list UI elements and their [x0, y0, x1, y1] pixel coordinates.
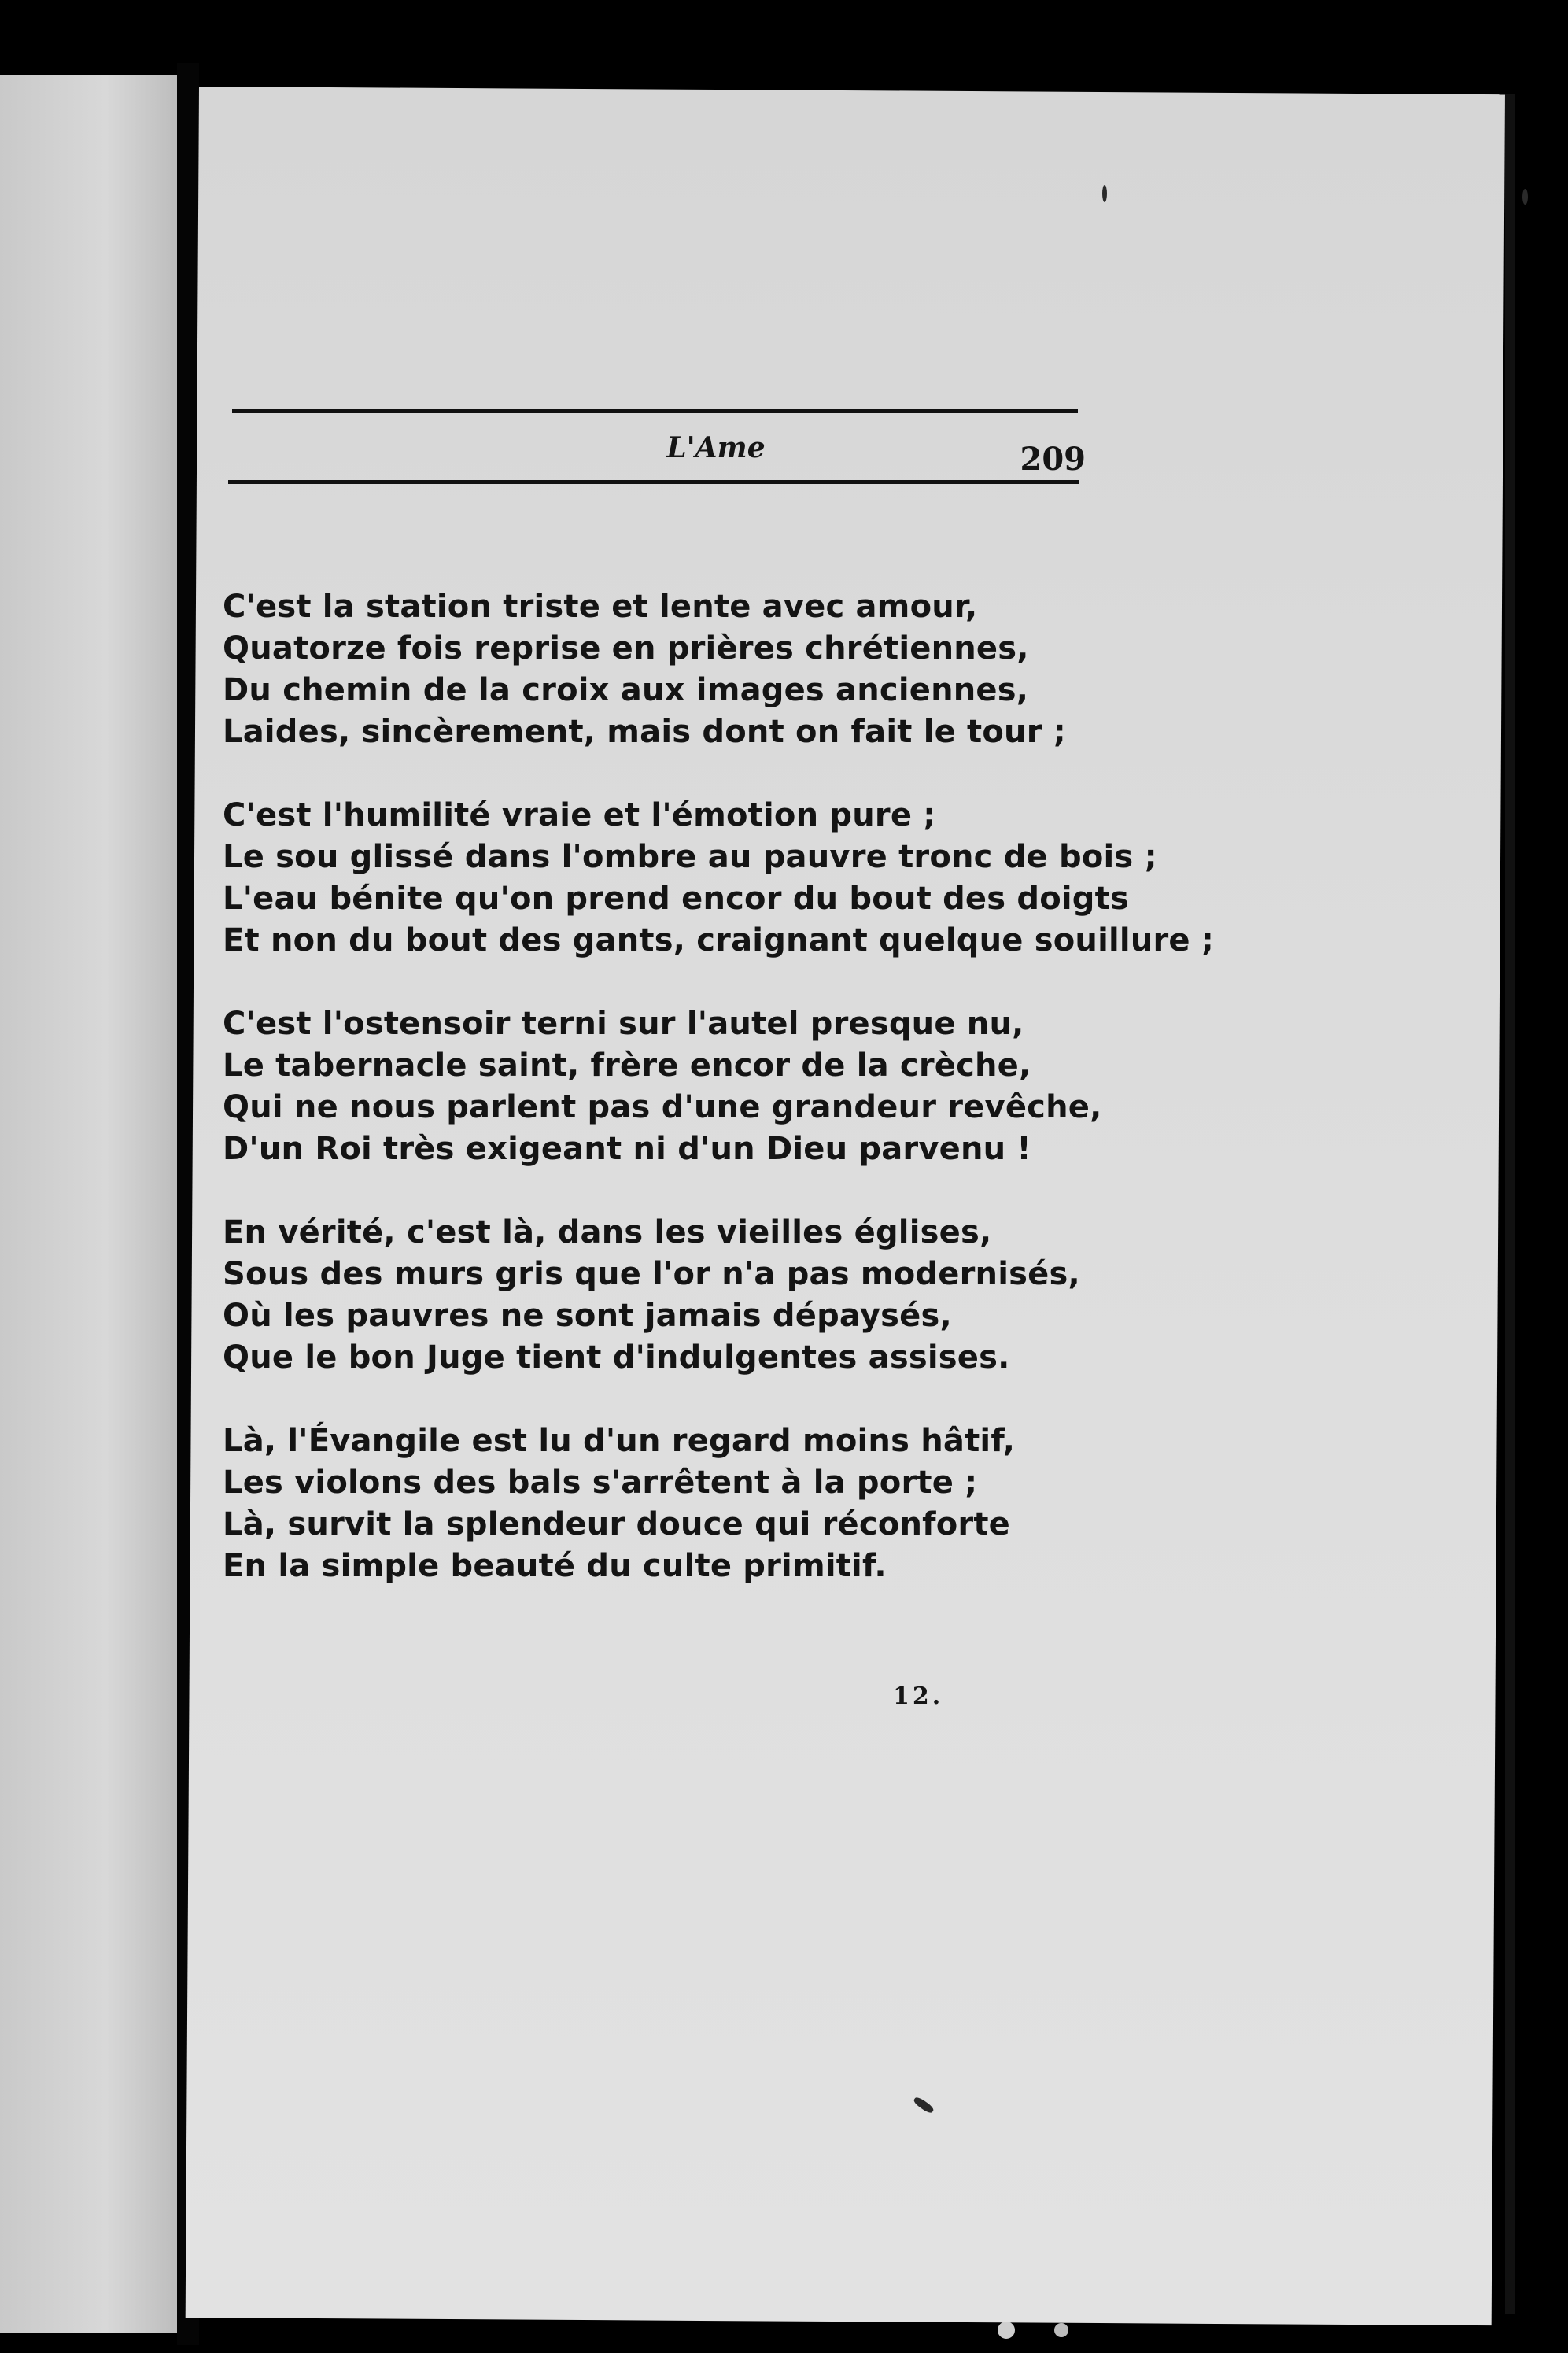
verse-line: Laides, sincèrement, mais dont on fait le tour ;	[223, 714, 1066, 750]
running-title: L'Ame	[666, 431, 766, 464]
stanza	[223, 1420, 1245, 1587]
dust-speck	[1102, 185, 1107, 202]
verse-line: Les violons des bals s'arrêtent à la porte ;	[223, 1465, 978, 1501]
verse-line: C'est la station triste et lente avec amour,	[223, 589, 978, 625]
verse-line: En la simple beauté du culte primitif.	[223, 1548, 887, 1584]
verse-line: Le tabernacle saint, frère encor de la crèche,	[223, 1047, 1031, 1084]
signature-mark: 12.	[893, 1683, 944, 1710]
dust-speck	[998, 2322, 1015, 2339]
stanza	[223, 1212, 1245, 1379]
verse-line: Que le bon Juge tient d'indulgentes assises.	[223, 1339, 1010, 1376]
dust-speck	[1522, 189, 1528, 205]
verse-line: C'est l'ostensoir terni sur l'autel presque nu,	[223, 1006, 1024, 1042]
verse-line: Où les pauvres ne sont jamais dépaysés,	[223, 1298, 952, 1334]
header-rule-bottom	[228, 480, 1079, 484]
verse-line: Là, l'Évangile est lu d'un regard moins hâtif,	[223, 1423, 1016, 1459]
verse-line: D'un Roi très exigeant ni d'un Dieu parvenu !	[223, 1131, 1031, 1167]
stanza	[223, 1003, 1245, 1170]
dust-speck	[1054, 2323, 1068, 2337]
header-rule-top	[232, 409, 1078, 413]
page-right-edge	[1505, 94, 1515, 2314]
verse-line: En vérité, c'est là, dans les vieilles églises,	[223, 1214, 992, 1250]
verse-line: Et non du bout des gants, craignant quelque souillure ;	[223, 922, 1215, 959]
poem	[223, 586, 1245, 1629]
verse-line: L'eau bénite qu'on prend encor du bout des doigts	[223, 881, 1129, 917]
verse-line: Le sou glissé dans l'ombre au pauvre tronc de bois ;	[223, 839, 1157, 875]
verse-line: Du chemin de la croix aux images anciennes,	[223, 672, 1029, 708]
stanza	[223, 795, 1245, 962]
page-number: 209	[1020, 441, 1086, 478]
verse-line: Là, survit la splendeur douce qui réconforte	[223, 1506, 1011, 1542]
verse-line: Sous des murs gris que l'or n'a pas modernisés,	[223, 1256, 1080, 1292]
stanza	[223, 586, 1245, 753]
verse-line: Quatorze fois reprise en prières chrétiennes,	[223, 630, 1029, 667]
previous-page-edge	[0, 75, 177, 2333]
verse-line: C'est l'humilité vraie et l'émotion pure ;	[223, 797, 936, 833]
verse-line: Qui ne nous parlent pas d'une grandeur revêche,	[223, 1089, 1102, 1125]
